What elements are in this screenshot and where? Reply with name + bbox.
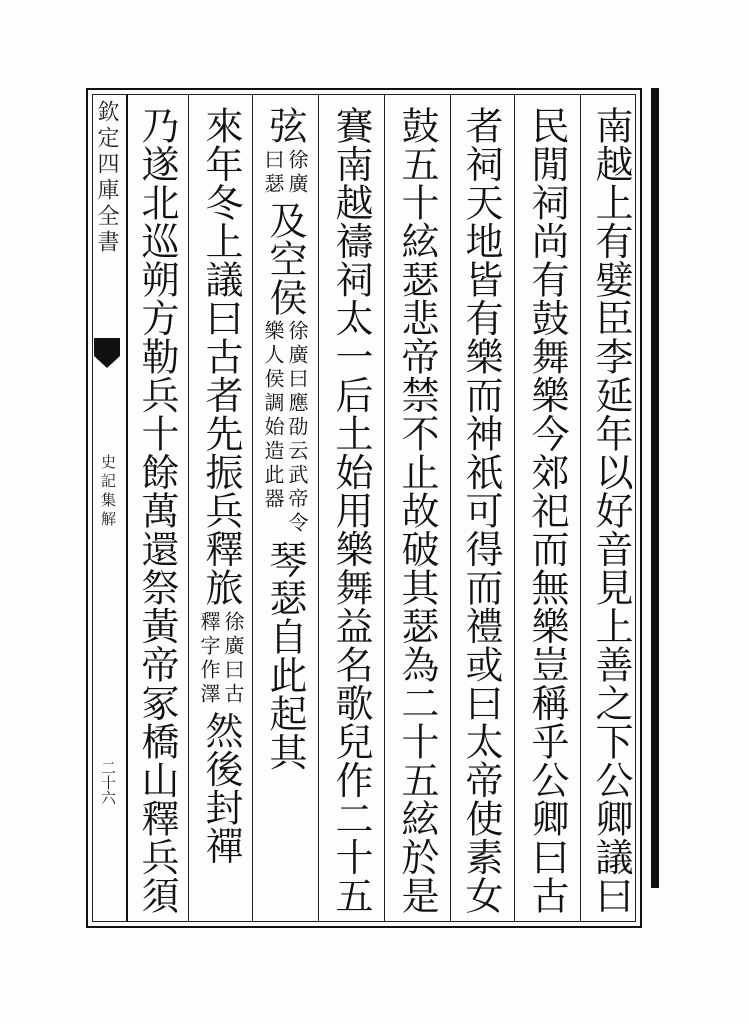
column-text: 乃遂北巡朔方勒兵十餘萬還祭黃帝冢橋山釋兵須 (135, 106, 179, 915)
commentary-note (262, 149, 308, 197)
column-text: 琴瑟自此起其 (263, 540, 307, 771)
text-column-5 (328, 106, 374, 916)
note-line-right: 徐廣 (285, 148, 309, 197)
column-text: 者祠天地皆有樂而神祇可得而禮或曰太帝使素女 (459, 106, 503, 915)
column-rule (384, 94, 385, 922)
note-line-right: 徐廣曰古 (221, 610, 245, 707)
text-column-2 (524, 106, 570, 916)
column-rule (580, 94, 581, 922)
commentary-note (198, 611, 244, 707)
fishtail-mark-icon (92, 336, 122, 370)
margin-page-number: 二十六 (99, 760, 117, 805)
column-rule (450, 94, 451, 922)
margin-header: 欽定四庫全書 (94, 100, 119, 256)
text-column-8 (134, 106, 180, 916)
note-line-left: 釋字作澤 (197, 610, 221, 707)
column-text: 弦 (263, 106, 307, 145)
column-text: 賽南越禱祠太一后土始用樂舞益名歌兒作二十五 (329, 106, 373, 915)
text-column-7 (198, 106, 244, 916)
column-rule (514, 94, 515, 922)
column-rule (318, 94, 319, 922)
column-text: 及空侯 (263, 200, 307, 316)
column-text: 鼓五十絃瑟悲帝禁不止故破其瑟為二十五絃於是 (395, 106, 439, 915)
margin-divider (126, 94, 128, 922)
commentary-note (262, 320, 308, 536)
note-line-left: 樂人侯調始造此器 (261, 320, 285, 512)
column-rule (252, 94, 253, 922)
column-text: 南越上有嬖臣李延年以好音見上善之下公卿議曰 (589, 106, 633, 915)
note-line-right: 徐廣曰應劭云武帝令 (285, 320, 309, 536)
text-column-4 (394, 106, 440, 916)
text-column-6 (262, 106, 308, 916)
note-line-left: 曰瑟 (261, 148, 285, 197)
column-text: 民閒祠尚有鼓舞樂今郊祀而無樂豈稱乎公卿曰古 (525, 106, 569, 915)
text-column-1 (588, 106, 634, 916)
margin-book-title: 史記集解 (99, 454, 117, 530)
column-text: 然後封禪 (199, 710, 243, 865)
text-column-3 (458, 106, 504, 916)
page-edge-shadow (651, 88, 659, 888)
column-rule (188, 94, 189, 922)
column-text: 來年冬上議曰古者先振兵釋旅 (199, 106, 243, 607)
